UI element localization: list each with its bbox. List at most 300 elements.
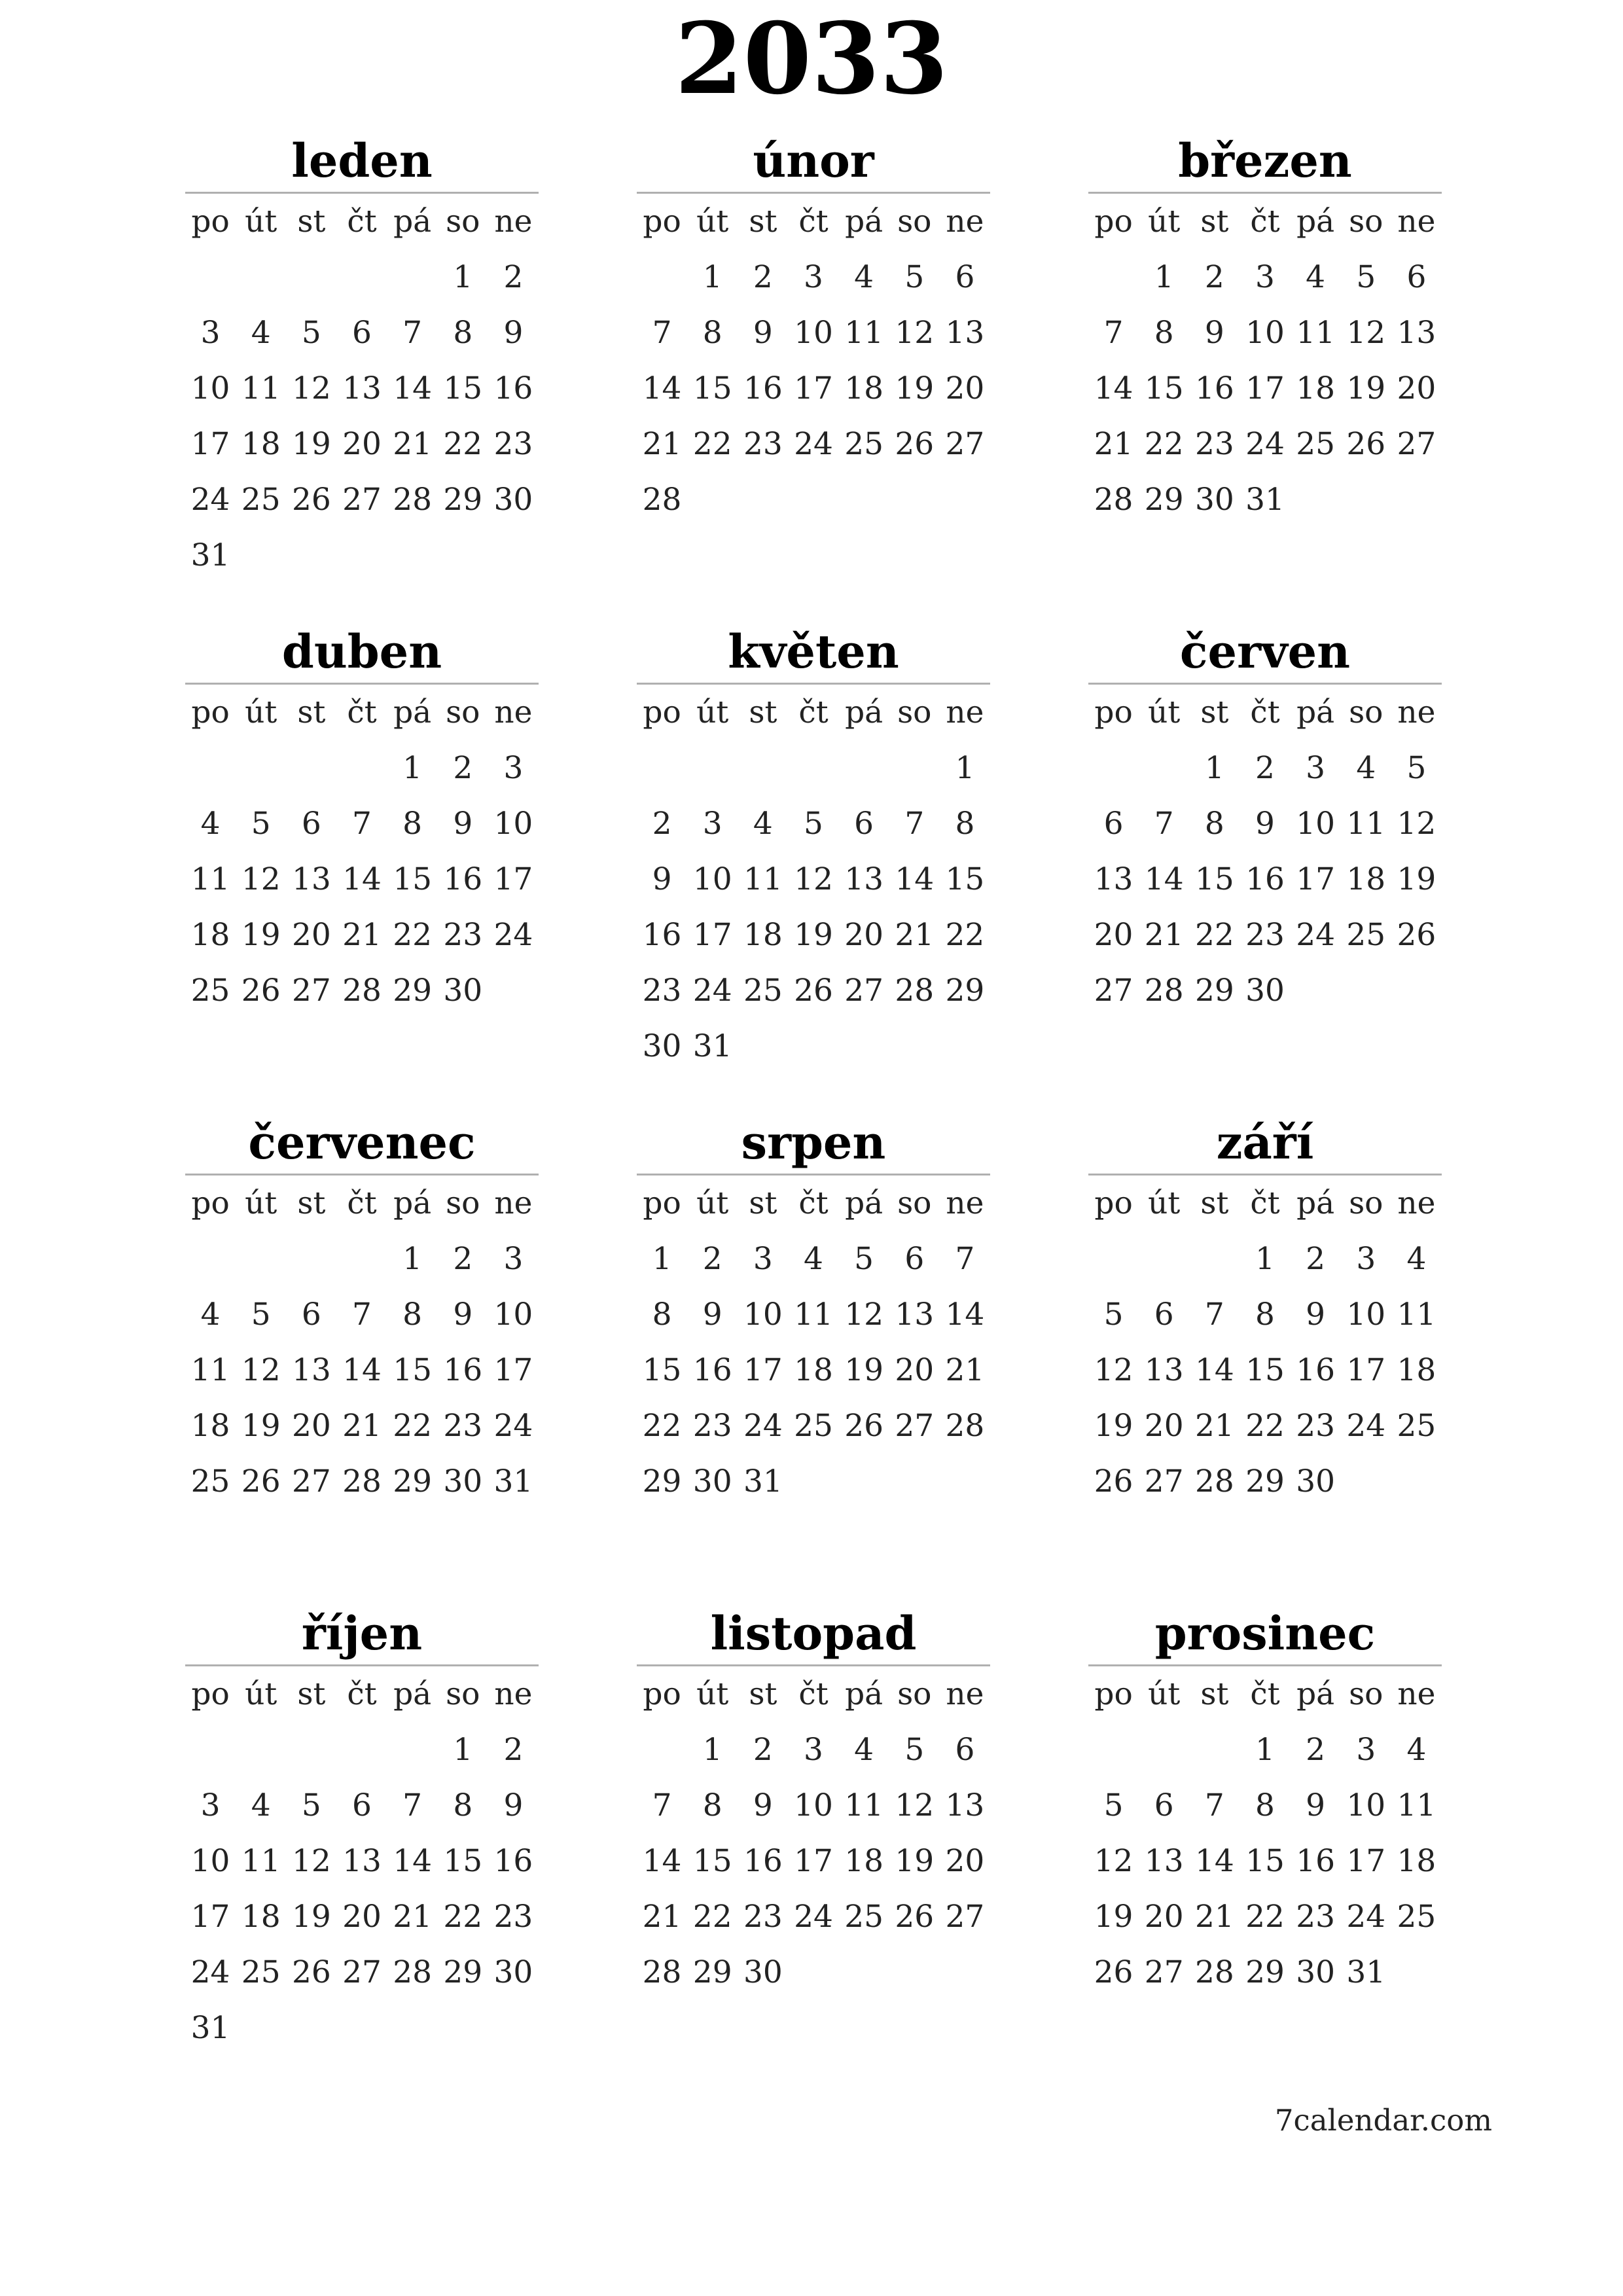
week-row bbox=[637, 1889, 990, 1945]
day-cell: 15 bbox=[393, 861, 433, 897]
weekday-label: čt bbox=[347, 204, 377, 240]
day-cell: 2 bbox=[702, 1241, 722, 1277]
day-cell: 2 bbox=[753, 1732, 773, 1768]
day-cell: 11 bbox=[241, 1843, 281, 1879]
day-cell: 15 bbox=[443, 1843, 483, 1879]
day-cell: 7 bbox=[352, 1297, 372, 1333]
day-cell: 29 bbox=[945, 973, 985, 1009]
day-cell: 28 bbox=[342, 1463, 382, 1499]
day-cell: 30 bbox=[493, 482, 533, 518]
day-cell: 20 bbox=[1094, 917, 1133, 953]
day-cell bbox=[286, 528, 336, 583]
day-cell: 14 bbox=[1144, 861, 1184, 897]
weekday-label: po bbox=[643, 694, 681, 730]
day-cell: 29 bbox=[443, 482, 483, 518]
day-cell: 2 bbox=[1255, 750, 1275, 786]
day-cell: 27 bbox=[342, 1954, 382, 1990]
week-row bbox=[637, 1231, 990, 1287]
weekday-label: so bbox=[446, 204, 480, 240]
day-cell: 15 bbox=[1245, 1352, 1285, 1388]
day-cell: 21 bbox=[945, 1352, 985, 1388]
week-row bbox=[185, 1398, 539, 1454]
day-cell: 9 bbox=[453, 806, 473, 842]
weekday-label: pá bbox=[1296, 1185, 1335, 1221]
week-row bbox=[1088, 1833, 1442, 1889]
day-cell bbox=[185, 1231, 236, 1287]
day-cell: 19 bbox=[291, 1899, 331, 1935]
weekday-label: čt bbox=[1250, 1676, 1280, 1712]
day-cell: 8 bbox=[1204, 806, 1224, 842]
day-cell: 7 bbox=[1204, 1297, 1224, 1333]
day-cell bbox=[1341, 472, 1391, 528]
day-cell: 31 bbox=[1245, 482, 1285, 518]
weekday-label: út bbox=[1148, 1676, 1181, 1712]
weekday-label: ne bbox=[1397, 1676, 1436, 1712]
day-cell: 23 bbox=[493, 426, 533, 462]
day-cell: 9 bbox=[503, 1787, 524, 1823]
day-cell: 24 bbox=[1346, 1408, 1386, 1444]
day-cell: 27 bbox=[291, 973, 331, 1009]
day-cell: 9 bbox=[1306, 1297, 1326, 1333]
day-cell: 6 bbox=[955, 1732, 975, 1768]
weekday-label: čt bbox=[347, 1676, 377, 1712]
day-cell bbox=[940, 1945, 990, 2000]
day-cell: 25 bbox=[241, 1954, 281, 1990]
day-cell: 25 bbox=[1397, 1408, 1436, 1444]
weekday-label: čt bbox=[798, 204, 829, 240]
day-cell: 26 bbox=[895, 1899, 935, 1935]
day-cell: 25 bbox=[844, 426, 884, 462]
month-block bbox=[637, 1602, 990, 2000]
weekday-label: st bbox=[297, 204, 326, 240]
day-cell: 3 bbox=[804, 259, 823, 295]
weekday-label: pá bbox=[845, 1185, 883, 1221]
day-cell: 2 bbox=[753, 259, 773, 295]
day-cell: 21 bbox=[393, 1899, 433, 1935]
day-cell: 12 bbox=[241, 1352, 281, 1388]
weekday-label: ne bbox=[494, 1185, 533, 1221]
week-row bbox=[637, 361, 990, 416]
weekday-header-row bbox=[1088, 685, 1442, 740]
day-cell: 19 bbox=[241, 917, 281, 953]
day-cell: 5 bbox=[854, 1241, 874, 1277]
day-cell: 19 bbox=[291, 426, 331, 462]
day-cell: 9 bbox=[1255, 806, 1275, 842]
day-cell: 28 bbox=[1194, 1954, 1234, 1990]
weekday-label: ne bbox=[1397, 1185, 1436, 1221]
day-cell: 19 bbox=[1094, 1899, 1133, 1935]
month-name: červen bbox=[1088, 620, 1442, 685]
day-cell: 23 bbox=[493, 1899, 533, 1935]
weekday-label: st bbox=[749, 1185, 777, 1221]
day-cell: 25 bbox=[1296, 426, 1336, 462]
week-row bbox=[185, 1945, 539, 2000]
day-cell: 4 bbox=[804, 1241, 823, 1277]
day-cell: 3 bbox=[1356, 1732, 1376, 1768]
day-cell: 26 bbox=[291, 482, 331, 518]
day-cell: 10 bbox=[493, 1297, 533, 1333]
day-cell: 3 bbox=[702, 806, 722, 842]
day-cell bbox=[236, 1722, 286, 1778]
day-cell: 23 bbox=[1194, 426, 1234, 462]
weekday-label: čt bbox=[798, 1676, 829, 1712]
weekday-label: ne bbox=[494, 694, 533, 730]
day-cell: 13 bbox=[1397, 315, 1436, 351]
weekday-label: ne bbox=[946, 1185, 984, 1221]
day-cell: 13 bbox=[1144, 1843, 1184, 1879]
day-cell bbox=[889, 472, 940, 528]
weekday-label: čt bbox=[1250, 204, 1280, 240]
month-block bbox=[1088, 1111, 1442, 1509]
day-cell: 4 bbox=[251, 1787, 271, 1823]
day-cell: 7 bbox=[904, 806, 925, 842]
week-row bbox=[185, 1287, 539, 1342]
week-row bbox=[1088, 1342, 1442, 1398]
day-cell bbox=[839, 472, 889, 528]
day-cell: 22 bbox=[692, 426, 732, 462]
weekday-label: čt bbox=[347, 1185, 377, 1221]
day-cell bbox=[1088, 1722, 1139, 1778]
month-name: březen bbox=[1088, 130, 1442, 194]
day-cell: 16 bbox=[443, 1352, 483, 1388]
day-cell: 9 bbox=[1204, 315, 1224, 351]
day-cell bbox=[1341, 1454, 1391, 1509]
week-row bbox=[185, 1778, 539, 1833]
day-cell: 20 bbox=[291, 917, 331, 953]
day-cell: 17 bbox=[1245, 370, 1285, 406]
weekday-label: st bbox=[1200, 694, 1229, 730]
day-cell bbox=[236, 528, 286, 583]
weekday-label: st bbox=[297, 1185, 326, 1221]
day-cell: 7 bbox=[352, 806, 372, 842]
day-cell: 17 bbox=[743, 1352, 783, 1388]
month-name: říjen bbox=[185, 1602, 539, 1666]
day-cell: 18 bbox=[743, 917, 783, 953]
day-cell: 18 bbox=[1296, 370, 1336, 406]
day-cell: 4 bbox=[251, 315, 271, 351]
day-cell: 2 bbox=[503, 259, 524, 295]
day-cell: 9 bbox=[753, 1787, 773, 1823]
day-cell: 7 bbox=[1103, 315, 1124, 351]
weekday-label: st bbox=[297, 694, 326, 730]
day-cell: 5 bbox=[251, 806, 271, 842]
day-cell bbox=[438, 528, 488, 583]
day-cell: 17 bbox=[493, 861, 533, 897]
month-name: srpen bbox=[637, 1111, 990, 1175]
weekday-label: út bbox=[245, 1676, 277, 1712]
day-cell: 6 bbox=[1103, 806, 1124, 842]
day-cell: 16 bbox=[1194, 370, 1234, 406]
day-cell bbox=[687, 740, 738, 796]
week-row bbox=[185, 796, 539, 852]
day-cell: 26 bbox=[794, 973, 833, 1009]
week-row bbox=[1088, 1945, 1442, 2000]
month-block bbox=[185, 620, 539, 1018]
month-name: listopad bbox=[637, 1602, 990, 1666]
day-cell: 24 bbox=[493, 917, 533, 953]
day-cell: 13 bbox=[291, 861, 331, 897]
day-cell bbox=[336, 1722, 387, 1778]
day-cell: 15 bbox=[393, 1352, 433, 1388]
day-cell bbox=[488, 963, 539, 1018]
day-cell: 8 bbox=[1255, 1297, 1275, 1333]
weekday-header-row bbox=[185, 1666, 539, 1722]
day-cell: 12 bbox=[844, 1297, 884, 1333]
day-cell: 11 bbox=[1397, 1787, 1436, 1823]
day-cell bbox=[336, 2000, 387, 2056]
day-cell: 10 bbox=[794, 1787, 833, 1823]
weekday-label: pá bbox=[393, 204, 432, 240]
month-block bbox=[185, 1602, 539, 2056]
day-cell: 28 bbox=[342, 973, 382, 1009]
day-cell: 9 bbox=[753, 315, 773, 351]
day-cell: 30 bbox=[642, 1028, 682, 1064]
week-row bbox=[185, 305, 539, 361]
day-cell: 29 bbox=[443, 1954, 483, 1990]
week-row bbox=[1088, 963, 1442, 1018]
day-cell: 25 bbox=[1397, 1899, 1436, 1935]
day-cell: 8 bbox=[453, 315, 473, 351]
day-cell: 22 bbox=[393, 917, 433, 953]
week-row bbox=[185, 1889, 539, 1945]
day-cell bbox=[788, 1018, 838, 1074]
day-cell: 13 bbox=[945, 315, 985, 351]
day-cell bbox=[1189, 1231, 1240, 1287]
day-cell: 30 bbox=[1245, 973, 1285, 1009]
day-cell: 13 bbox=[342, 370, 382, 406]
day-cell: 24 bbox=[190, 1954, 230, 1990]
day-cell bbox=[940, 1018, 990, 1074]
day-cell: 27 bbox=[1144, 1954, 1184, 1990]
weekday-label: po bbox=[643, 1185, 681, 1221]
week-row bbox=[1088, 305, 1442, 361]
week-row bbox=[1088, 852, 1442, 907]
day-cell: 9 bbox=[702, 1297, 722, 1333]
day-cell: 10 bbox=[692, 861, 732, 897]
day-cell: 18 bbox=[190, 1408, 230, 1444]
day-cell bbox=[1189, 1722, 1240, 1778]
day-cell: 6 bbox=[1406, 259, 1427, 295]
day-cell bbox=[336, 1231, 387, 1287]
week-row bbox=[185, 2000, 539, 2056]
day-cell: 5 bbox=[1406, 750, 1427, 786]
day-cell bbox=[788, 472, 838, 528]
day-cell bbox=[1139, 740, 1189, 796]
day-cell: 1 bbox=[402, 750, 423, 786]
day-cell: 30 bbox=[1296, 1954, 1336, 1990]
day-cell: 16 bbox=[1245, 861, 1285, 897]
day-cell: 10 bbox=[190, 1843, 230, 1879]
weekday-label: st bbox=[297, 1676, 326, 1712]
weekday-label: ne bbox=[1397, 204, 1436, 240]
day-cell: 16 bbox=[493, 1843, 533, 1879]
day-cell: 3 bbox=[1255, 259, 1275, 295]
day-cell: 16 bbox=[642, 917, 682, 953]
day-cell: 18 bbox=[190, 917, 230, 953]
day-cell: 14 bbox=[342, 861, 382, 897]
day-cell bbox=[839, 740, 889, 796]
day-cell: 28 bbox=[895, 973, 935, 1009]
day-cell: 5 bbox=[1103, 1297, 1124, 1333]
day-cell bbox=[1291, 963, 1341, 1018]
day-cell: 4 bbox=[1406, 1241, 1427, 1277]
day-cell bbox=[1341, 963, 1391, 1018]
week-row bbox=[637, 907, 990, 963]
day-cell: 31 bbox=[743, 1463, 783, 1499]
day-cell: 11 bbox=[743, 861, 783, 897]
day-cell: 11 bbox=[844, 315, 884, 351]
day-cell: 22 bbox=[692, 1899, 732, 1935]
weekday-label: po bbox=[1094, 204, 1133, 240]
day-cell: 31 bbox=[493, 1463, 533, 1499]
day-cell: 18 bbox=[1346, 861, 1386, 897]
day-cell: 19 bbox=[1397, 861, 1436, 897]
weekday-label: po bbox=[1094, 694, 1133, 730]
weekday-label: út bbox=[245, 1185, 277, 1221]
day-cell: 6 bbox=[352, 315, 372, 351]
month-block bbox=[185, 130, 539, 583]
day-cell: 2 bbox=[1204, 259, 1224, 295]
weekday-label: út bbox=[1148, 1185, 1181, 1221]
day-cell: 23 bbox=[743, 1899, 783, 1935]
day-cell: 1 bbox=[402, 1241, 423, 1277]
day-cell: 13 bbox=[1094, 861, 1133, 897]
weekday-label: so bbox=[897, 694, 932, 730]
day-cell bbox=[488, 2000, 539, 2056]
day-cell: 27 bbox=[895, 1408, 935, 1444]
day-cell bbox=[738, 740, 788, 796]
day-cell bbox=[387, 1722, 438, 1778]
week-row bbox=[637, 1342, 990, 1398]
day-cell: 10 bbox=[190, 370, 230, 406]
day-cell: 11 bbox=[241, 370, 281, 406]
day-cell: 16 bbox=[743, 370, 783, 406]
weekday-label: st bbox=[1200, 1676, 1229, 1712]
weekday-header-row bbox=[185, 1175, 539, 1231]
day-cell: 6 bbox=[301, 806, 321, 842]
day-cell: 5 bbox=[301, 1787, 321, 1823]
day-cell: 24 bbox=[1346, 1899, 1386, 1935]
day-cell: 2 bbox=[652, 806, 672, 842]
week-row bbox=[185, 740, 539, 796]
week-row bbox=[637, 1833, 990, 1889]
day-cell: 12 bbox=[794, 861, 833, 897]
day-cell: 6 bbox=[955, 259, 975, 295]
day-cell: 3 bbox=[1356, 1241, 1376, 1277]
day-cell: 16 bbox=[692, 1352, 732, 1388]
day-cell bbox=[1291, 472, 1341, 528]
day-cell: 2 bbox=[453, 1241, 473, 1277]
day-cell: 23 bbox=[443, 1408, 483, 1444]
day-cell: 12 bbox=[895, 1787, 935, 1823]
day-cell: 3 bbox=[503, 1241, 524, 1277]
day-cell: 15 bbox=[1245, 1843, 1285, 1879]
day-cell: 10 bbox=[1296, 806, 1336, 842]
day-cell: 29 bbox=[1144, 482, 1184, 518]
day-cell: 28 bbox=[1144, 973, 1184, 1009]
day-cell: 29 bbox=[1245, 1954, 1285, 1990]
week-row bbox=[1088, 740, 1442, 796]
day-cell: 21 bbox=[895, 917, 935, 953]
weekday-label: so bbox=[446, 1676, 480, 1712]
week-row bbox=[1088, 416, 1442, 472]
weekday-label: po bbox=[1094, 1185, 1133, 1221]
week-row bbox=[1088, 1722, 1442, 1778]
week-row bbox=[185, 1231, 539, 1287]
day-cell: 5 bbox=[904, 259, 925, 295]
day-cell: 30 bbox=[443, 973, 483, 1009]
day-cell bbox=[236, 2000, 286, 2056]
day-cell bbox=[1088, 249, 1139, 305]
weekday-label: pá bbox=[1296, 1676, 1335, 1712]
day-cell bbox=[839, 1945, 889, 2000]
weekday-label: čt bbox=[347, 694, 377, 730]
day-cell: 26 bbox=[291, 1954, 331, 1990]
day-cell: 6 bbox=[352, 1787, 372, 1823]
day-cell: 19 bbox=[895, 370, 935, 406]
day-cell: 6 bbox=[301, 1297, 321, 1333]
day-cell: 19 bbox=[1094, 1408, 1133, 1444]
weekday-header-row bbox=[1088, 194, 1442, 249]
day-cell bbox=[788, 1945, 838, 2000]
month-name: duben bbox=[185, 620, 539, 685]
week-row bbox=[185, 1833, 539, 1889]
weekday-header-row bbox=[1088, 1175, 1442, 1231]
day-cell: 20 bbox=[1144, 1899, 1184, 1935]
day-cell bbox=[839, 1018, 889, 1074]
week-row bbox=[637, 1018, 990, 1074]
day-cell: 13 bbox=[342, 1843, 382, 1879]
day-cell: 11 bbox=[1346, 806, 1386, 842]
day-cell: 31 bbox=[1346, 1954, 1386, 1990]
weekday-header-row bbox=[185, 685, 539, 740]
day-cell: 3 bbox=[753, 1241, 773, 1277]
weekday-label: st bbox=[749, 1676, 777, 1712]
day-cell: 23 bbox=[642, 973, 682, 1009]
weekday-header-row bbox=[637, 1666, 990, 1722]
weekday-label: čt bbox=[798, 1185, 829, 1221]
day-cell: 1 bbox=[1255, 1732, 1275, 1768]
day-cell: 28 bbox=[393, 482, 433, 518]
day-cell: 7 bbox=[402, 315, 423, 351]
day-cell bbox=[387, 249, 438, 305]
day-cell: 13 bbox=[895, 1297, 935, 1333]
weekday-label: so bbox=[446, 694, 480, 730]
weekday-label: čt bbox=[798, 694, 829, 730]
day-cell: 17 bbox=[190, 426, 230, 462]
day-cell: 23 bbox=[1296, 1408, 1336, 1444]
day-cell: 7 bbox=[1154, 806, 1174, 842]
month-block bbox=[185, 1111, 539, 1509]
day-cell: 22 bbox=[1144, 426, 1184, 462]
day-cell: 19 bbox=[794, 917, 833, 953]
week-row bbox=[637, 1454, 990, 1509]
week-row bbox=[637, 1722, 990, 1778]
weekday-label: ne bbox=[494, 1676, 533, 1712]
day-cell: 4 bbox=[200, 1297, 221, 1333]
day-cell: 8 bbox=[702, 315, 722, 351]
day-cell bbox=[889, 740, 940, 796]
week-row bbox=[185, 472, 539, 528]
day-cell: 30 bbox=[493, 1954, 533, 1990]
weekday-label: ne bbox=[946, 204, 984, 240]
day-cell: 16 bbox=[743, 1843, 783, 1879]
day-cell: 12 bbox=[895, 315, 935, 351]
day-cell: 1 bbox=[652, 1241, 672, 1277]
day-cell: 10 bbox=[794, 315, 833, 351]
day-cell: 5 bbox=[251, 1297, 271, 1333]
day-cell: 7 bbox=[652, 315, 672, 351]
